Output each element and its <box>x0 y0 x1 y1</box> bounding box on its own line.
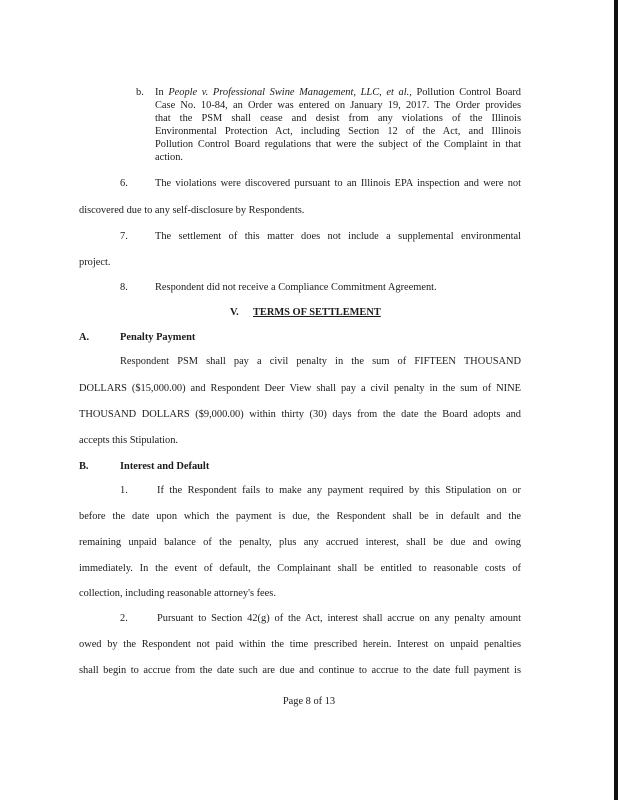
section-a-letter: A. <box>79 332 90 343</box>
section-v-numeral: V. <box>230 307 239 318</box>
item-b-marker: b. <box>136 87 144 98</box>
section-b-para-1-line-2: before the date upon which the payment is due, the Respondent shall be in default and the <box>79 511 521 522</box>
para-7-line-2: project. <box>79 257 111 268</box>
section-b-title: Interest and Default <box>120 461 210 472</box>
section-b-para-1-number: 1. <box>120 485 128 496</box>
case-citation: People v. Professional Swine Management, LLC, et al., <box>168 87 412 98</box>
section-a-title: Penalty Payment <box>120 332 196 343</box>
page-edge <box>614 0 618 800</box>
section-b-para-2-line-1: Pursuant to Section 42(g) of the Act, interest shall accrue on any penalty amount <box>157 613 521 624</box>
section-a-line-2: DOLLARS ($15,000.00) and Respondent Deer View shall pay a civil penalty in the sum of NINE <box>79 383 521 394</box>
item-b-line-6: action. <box>155 152 183 163</box>
para-7-line-1: The settlement of this matter does not include a supplemental environmental <box>155 231 521 242</box>
para-6-number: 6. <box>120 178 128 189</box>
para-8-line-1: Respondent did not receive a Compliance Commitment Agreement. <box>155 282 437 293</box>
section-b-para-1-line-1: If the Respondent fails to make any payment required by this Stipulation on or <box>157 485 521 496</box>
section-b-letter: B. <box>79 461 89 472</box>
section-b-para-1-line-3: remaining unpaid balance of the penalty, plus any accrued interest, shall be due and owing <box>79 537 521 548</box>
para-6-line-1: The violations were discovered pursuant to an Illinois EPA inspection and were not <box>155 178 521 189</box>
para-6-line-2: discovered due to any self-disclosure by Respondents. <box>79 205 305 216</box>
section-b-para-1-line-5: collection, including reasonable attorney's fees. <box>79 588 276 599</box>
para-7-number: 7. <box>120 231 128 242</box>
item-b-line-2: Case No. 10-84, an Order was entered on January 19, 2017. The Order provides <box>155 100 521 111</box>
section-b-para-2-line-3: shall begin to accrue from the date such are due and continue to accrue to the date full payment is <box>79 665 521 676</box>
section-v-title: TERMS OF SETTLEMENT <box>253 307 381 318</box>
para-8-number: 8. <box>120 282 128 293</box>
item-b-line-5: Pollution Control Board regulations that were the subject of the Complaint in that <box>155 139 521 150</box>
item-b-line-4: Environmental Protection Act, including Section 12 of the Act, and Illinois <box>155 126 521 137</box>
section-b-para-2-line-2: owed by the Respondent not paid within the time prescribed herein. Interest on unpaid penalties <box>79 639 521 650</box>
page-number: Page 8 of 13 <box>282 696 336 707</box>
section-b-para-2-number: 2. <box>120 613 128 624</box>
item-b-line-3: that the PSM shall cease and desist from any violations of the Illinois <box>155 113 521 124</box>
item-b-line-1: In People v. Professional Swine Management, LLC, et al., Pollution Control Board <box>155 87 521 98</box>
section-b-para-1-line-4: immediately. In the event of default, the Complainant shall be entitled to reasonable costs of <box>79 563 521 574</box>
section-a-line-3: THOUSAND DOLLARS ($9,000.00) within thirty (30) days from the date the Board adopts and <box>79 409 521 420</box>
section-a-line-4: accepts this Stipulation. <box>79 435 178 446</box>
section-a-line-1: Respondent PSM shall pay a civil penalty in the sum of FIFTEEN THOUSAND <box>120 356 521 367</box>
